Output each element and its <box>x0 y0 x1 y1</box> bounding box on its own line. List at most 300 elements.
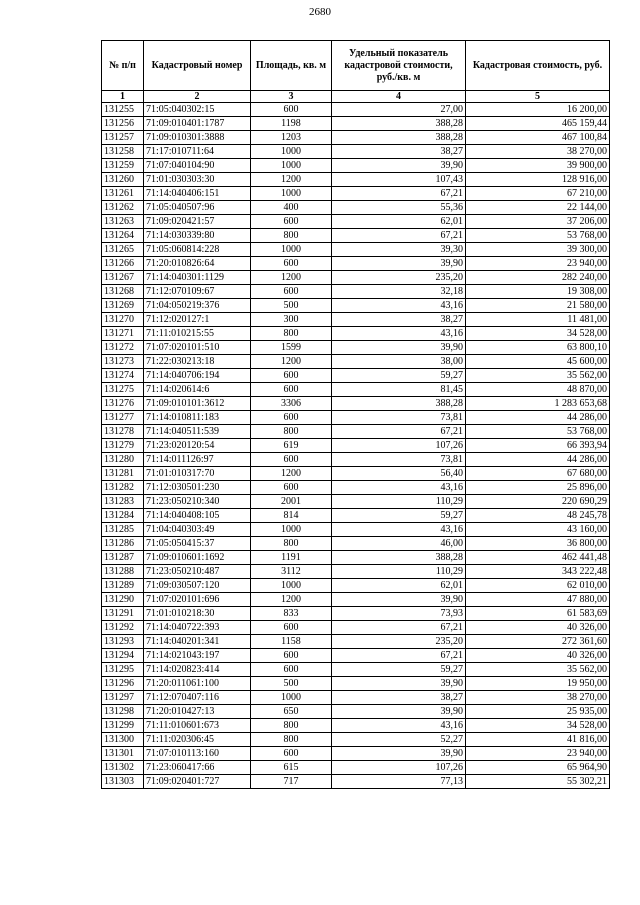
cell-area: 3112 <box>251 565 332 579</box>
cell-area: 800 <box>251 719 332 733</box>
table-row <box>102 509 610 523</box>
cell-cadastral-number: 71:14:040706:194 <box>144 369 251 383</box>
cell-area: 800 <box>251 229 332 243</box>
cell-cadastral-value: 467 100,84 <box>466 131 610 145</box>
cell-area: 1158 <box>251 635 332 649</box>
cell-row-number: 131286 <box>102 537 144 551</box>
header-area: Площадь, кв. м <box>251 41 332 91</box>
cell-cadastral-number: 71:09:010601:1692 <box>144 551 251 565</box>
cell-row-number: 131264 <box>102 229 144 243</box>
cell-row-number: 131279 <box>102 439 144 453</box>
cell-cadastral-value: 282 240,00 <box>466 271 610 285</box>
cell-cadastral-value: 44 286,00 <box>466 411 610 425</box>
cell-area: 619 <box>251 439 332 453</box>
cell-area: 300 <box>251 313 332 327</box>
table-row <box>102 173 610 187</box>
cell-row-number: 131288 <box>102 565 144 579</box>
cell-cadastral-number: 71:07:010113:160 <box>144 747 251 761</box>
cell-area: 800 <box>251 733 332 747</box>
cell-cadastral-value: 61 583,69 <box>466 607 610 621</box>
cell-row-number: 131299 <box>102 719 144 733</box>
table-body <box>102 103 610 789</box>
table-row <box>102 327 610 341</box>
cell-cadastral-number: 71:14:040301:1129 <box>144 271 251 285</box>
cell-unit-rate: 39,90 <box>332 593 466 607</box>
cell-row-number: 131255 <box>102 103 144 117</box>
cell-unit-rate: 107,26 <box>332 761 466 775</box>
cell-area: 600 <box>251 649 332 663</box>
cell-cadastral-value: 25 896,00 <box>466 481 610 495</box>
cell-cadastral-number: 71:09:010301:3888 <box>144 131 251 145</box>
cell-cadastral-number: 71:12:070407:116 <box>144 691 251 705</box>
cell-unit-rate: 39,30 <box>332 243 466 257</box>
cell-row-number: 131269 <box>102 299 144 313</box>
table-row <box>102 411 610 425</box>
cell-area: 1000 <box>251 523 332 537</box>
table-row <box>102 383 610 397</box>
cell-row-number: 131295 <box>102 663 144 677</box>
cell-area: 1200 <box>251 593 332 607</box>
cell-area: 600 <box>251 621 332 635</box>
cell-unit-rate: 62,01 <box>332 215 466 229</box>
cell-row-number: 131287 <box>102 551 144 565</box>
cell-unit-rate: 32,18 <box>332 285 466 299</box>
cell-row-number: 131263 <box>102 215 144 229</box>
cell-row-number: 131276 <box>102 397 144 411</box>
cell-unit-rate: 388,28 <box>332 551 466 565</box>
cell-area: 1200 <box>251 355 332 369</box>
table-row <box>102 159 610 173</box>
cell-cadastral-value: 63 800,10 <box>466 341 610 355</box>
cell-area: 1000 <box>251 691 332 705</box>
table-row <box>102 481 610 495</box>
table-row <box>102 271 610 285</box>
cell-area: 1200 <box>251 173 332 187</box>
cell-unit-rate: 59,27 <box>332 369 466 383</box>
cell-row-number: 131301 <box>102 747 144 761</box>
cell-cadastral-value: 11 481,00 <box>466 313 610 327</box>
cell-cadastral-value: 343 222,48 <box>466 565 610 579</box>
table-row <box>102 565 610 579</box>
cell-unit-rate: 73,81 <box>332 411 466 425</box>
cell-row-number: 131285 <box>102 523 144 537</box>
cell-cadastral-number: 71:14:040722:393 <box>144 621 251 635</box>
cell-cadastral-number: 71:09:020421:57 <box>144 215 251 229</box>
cell-cadastral-number: 71:14:020823:414 <box>144 663 251 677</box>
cell-row-number: 131257 <box>102 131 144 145</box>
cell-row-number: 131282 <box>102 481 144 495</box>
cell-unit-rate: 46,00 <box>332 537 466 551</box>
cell-cadastral-number: 71:07:020101:510 <box>144 341 251 355</box>
cell-area: 1000 <box>251 145 332 159</box>
cell-area: 600 <box>251 411 332 425</box>
header-cadastral-value: Кадастровая стоимость, руб. <box>466 41 610 91</box>
table-row <box>102 103 610 117</box>
cell-unit-rate: 43,16 <box>332 481 466 495</box>
cell-area: 800 <box>251 327 332 341</box>
cell-unit-rate: 38,27 <box>332 145 466 159</box>
cell-cadastral-value: 53 768,00 <box>466 229 610 243</box>
table-row <box>102 439 610 453</box>
cell-cadastral-value: 220 690,29 <box>466 495 610 509</box>
cell-cadastral-value: 48 870,00 <box>466 383 610 397</box>
cell-unit-rate: 67,21 <box>332 187 466 201</box>
cell-row-number: 131273 <box>102 355 144 369</box>
table-row <box>102 607 610 621</box>
cell-cadastral-value: 37 206,00 <box>466 215 610 229</box>
cell-row-number: 131259 <box>102 159 144 173</box>
cell-cadastral-number: 71:01:010317:70 <box>144 467 251 481</box>
cell-unit-rate: 38,27 <box>332 313 466 327</box>
cell-cadastral-value: 43 160,00 <box>466 523 610 537</box>
table-row <box>102 691 610 705</box>
table-row <box>102 257 610 271</box>
cell-unit-rate: 388,28 <box>332 131 466 145</box>
cell-area: 600 <box>251 257 332 271</box>
cell-area: 600 <box>251 663 332 677</box>
cell-area: 1000 <box>251 187 332 201</box>
cell-row-number: 131280 <box>102 453 144 467</box>
cell-cadastral-number: 71:14:010811:183 <box>144 411 251 425</box>
cell-cadastral-number: 71:17:010711:64 <box>144 145 251 159</box>
cell-cadastral-value: 41 816,00 <box>466 733 610 747</box>
cell-cadastral-number: 71:09:020401:727 <box>144 775 251 789</box>
cell-row-number: 131256 <box>102 117 144 131</box>
cell-row-number: 131294 <box>102 649 144 663</box>
cell-cadastral-number: 71:23:050210:340 <box>144 495 251 509</box>
cell-row-number: 131267 <box>102 271 144 285</box>
table-row <box>102 649 610 663</box>
cell-area: 615 <box>251 761 332 775</box>
table-row <box>102 285 610 299</box>
cell-cadastral-number: 71:12:070109:67 <box>144 285 251 299</box>
cell-unit-rate: 39,90 <box>332 257 466 271</box>
cell-cadastral-value: 38 270,00 <box>466 691 610 705</box>
cell-area: 1200 <box>251 271 332 285</box>
table-row <box>102 313 610 327</box>
cell-cadastral-value: 34 528,00 <box>466 327 610 341</box>
cell-cadastral-value: 1 283 653,68 <box>466 397 610 411</box>
cell-unit-rate: 43,16 <box>332 719 466 733</box>
cell-cadastral-value: 462 441,48 <box>466 551 610 565</box>
cell-unit-rate: 67,21 <box>332 229 466 243</box>
cell-row-number: 131297 <box>102 691 144 705</box>
cell-row-number: 131274 <box>102 369 144 383</box>
cell-area: 2001 <box>251 495 332 509</box>
cell-cadastral-number: 71:12:020127:1 <box>144 313 251 327</box>
table-header <box>102 41 610 103</box>
table-row <box>102 229 610 243</box>
cell-cadastral-value: 128 916,00 <box>466 173 610 187</box>
cell-cadastral-value: 65 964,90 <box>466 761 610 775</box>
cell-unit-rate: 43,16 <box>332 299 466 313</box>
table-row <box>102 733 610 747</box>
cell-area: 800 <box>251 425 332 439</box>
cell-cadastral-number: 71:09:010401:1787 <box>144 117 251 131</box>
cell-row-number: 131298 <box>102 705 144 719</box>
cell-area: 1000 <box>251 579 332 593</box>
table-row <box>102 243 610 257</box>
cell-unit-rate: 235,20 <box>332 635 466 649</box>
cell-cadastral-value: 35 562,00 <box>466 663 610 677</box>
cadastral-value-table <box>101 40 610 789</box>
cell-area: 1191 <box>251 551 332 565</box>
cell-cadastral-number: 71:04:050219:376 <box>144 299 251 313</box>
cell-area: 650 <box>251 705 332 719</box>
cell-row-number: 131291 <box>102 607 144 621</box>
cell-row-number: 131303 <box>102 775 144 789</box>
cell-cadastral-value: 45 600,00 <box>466 355 610 369</box>
table-row <box>102 201 610 215</box>
column-number: 5 <box>466 91 610 103</box>
table-row <box>102 593 610 607</box>
table-row <box>102 187 610 201</box>
cell-cadastral-value: 19 950,00 <box>466 677 610 691</box>
cell-unit-rate: 27,00 <box>332 103 466 117</box>
table-row <box>102 145 610 159</box>
cell-unit-rate: 388,28 <box>332 117 466 131</box>
cell-unit-rate: 67,21 <box>332 621 466 635</box>
table-row <box>102 775 610 789</box>
cell-area: 600 <box>251 747 332 761</box>
cell-cadastral-number: 71:12:030501:230 <box>144 481 251 495</box>
cell-cadastral-number: 71:23:050210:487 <box>144 565 251 579</box>
cell-cadastral-value: 48 245,78 <box>466 509 610 523</box>
cell-area: 1198 <box>251 117 332 131</box>
cell-unit-rate: 59,27 <box>332 663 466 677</box>
cell-cadastral-value: 44 286,00 <box>466 453 610 467</box>
cell-area: 1200 <box>251 467 332 481</box>
cell-row-number: 131261 <box>102 187 144 201</box>
cell-unit-rate: 52,27 <box>332 733 466 747</box>
table-row <box>102 621 610 635</box>
cell-cadastral-value: 25 935,00 <box>466 705 610 719</box>
cell-area: 1000 <box>251 159 332 173</box>
cell-cadastral-value: 40 326,00 <box>466 649 610 663</box>
cell-area: 500 <box>251 677 332 691</box>
cell-unit-rate: 107,26 <box>332 439 466 453</box>
header-row-number: № п/п <box>102 41 144 91</box>
cell-unit-rate: 62,01 <box>332 579 466 593</box>
cell-cadastral-number: 71:14:040408:105 <box>144 509 251 523</box>
cell-cadastral-number: 71:20:010826:64 <box>144 257 251 271</box>
cell-area: 600 <box>251 285 332 299</box>
cell-cadastral-number: 71:04:040303:49 <box>144 523 251 537</box>
cell-unit-rate: 77,13 <box>332 775 466 789</box>
cell-unit-rate: 39,90 <box>332 341 466 355</box>
cell-area: 833 <box>251 607 332 621</box>
cell-cadastral-number: 71:23:020120:54 <box>144 439 251 453</box>
table-row <box>102 677 610 691</box>
cell-cadastral-number: 71:07:020101:696 <box>144 593 251 607</box>
cell-unit-rate: 56,40 <box>332 467 466 481</box>
cell-cadastral-number: 71:09:010101:3612 <box>144 397 251 411</box>
cell-unit-rate: 55,36 <box>332 201 466 215</box>
cell-cadastral-value: 39 900,00 <box>466 159 610 173</box>
cell-cadastral-number: 71:11:010215:55 <box>144 327 251 341</box>
cell-area: 1599 <box>251 341 332 355</box>
cell-cadastral-number: 71:14:011126:97 <box>144 453 251 467</box>
cell-cadastral-number: 71:22:030213:18 <box>144 355 251 369</box>
table-row <box>102 537 610 551</box>
table-row <box>102 453 610 467</box>
cell-cadastral-value: 47 880,00 <box>466 593 610 607</box>
cell-cadastral-number: 71:14:040406:151 <box>144 187 251 201</box>
cell-area: 717 <box>251 775 332 789</box>
column-number: 3 <box>251 91 332 103</box>
cell-row-number: 131272 <box>102 341 144 355</box>
cell-row-number: 131296 <box>102 677 144 691</box>
cell-cadastral-value: 53 768,00 <box>466 425 610 439</box>
cell-row-number: 131271 <box>102 327 144 341</box>
cell-cadastral-number: 71:07:040104:90 <box>144 159 251 173</box>
cell-row-number: 131266 <box>102 257 144 271</box>
cell-row-number: 131265 <box>102 243 144 257</box>
cell-cadastral-value: 55 302,21 <box>466 775 610 789</box>
cell-area: 600 <box>251 481 332 495</box>
cell-unit-rate: 38,27 <box>332 691 466 705</box>
cell-area: 1203 <box>251 131 332 145</box>
cell-row-number: 131260 <box>102 173 144 187</box>
cell-row-number: 131300 <box>102 733 144 747</box>
cell-cadastral-value: 465 159,44 <box>466 117 610 131</box>
cell-unit-rate: 43,16 <box>332 327 466 341</box>
cell-unit-rate: 73,93 <box>332 607 466 621</box>
table-row <box>102 551 610 565</box>
cell-unit-rate: 59,27 <box>332 509 466 523</box>
cell-cadastral-number: 71:14:021043:197 <box>144 649 251 663</box>
cell-row-number: 131283 <box>102 495 144 509</box>
cell-unit-rate: 67,21 <box>332 425 466 439</box>
cell-cadastral-number: 71:05:040507:96 <box>144 201 251 215</box>
column-number: 4 <box>332 91 466 103</box>
cell-row-number: 131293 <box>102 635 144 649</box>
cell-cadastral-value: 19 308,00 <box>466 285 610 299</box>
cell-row-number: 131284 <box>102 509 144 523</box>
cell-cadastral-number: 71:14:020614:6 <box>144 383 251 397</box>
table-row <box>102 761 610 775</box>
cell-cadastral-number: 71:01:010218:30 <box>144 607 251 621</box>
table-row <box>102 299 610 313</box>
cell-cadastral-value: 23 940,00 <box>466 747 610 761</box>
cell-cadastral-value: 66 393,94 <box>466 439 610 453</box>
table-row <box>102 369 610 383</box>
table-row <box>102 215 610 229</box>
cell-cadastral-number: 71:11:010601:673 <box>144 719 251 733</box>
header-cadastral-number: Кадастровый номер <box>144 41 251 91</box>
cell-unit-rate: 235,20 <box>332 271 466 285</box>
column-number: 2 <box>144 91 251 103</box>
cell-cadastral-value: 35 562,00 <box>466 369 610 383</box>
cell-unit-rate: 110,29 <box>332 495 466 509</box>
cell-cadastral-value: 22 144,00 <box>466 201 610 215</box>
cell-cadastral-number: 71:14:040511:539 <box>144 425 251 439</box>
cell-cadastral-value: 67 210,00 <box>466 187 610 201</box>
cell-row-number: 131275 <box>102 383 144 397</box>
cell-unit-rate: 39,90 <box>332 677 466 691</box>
cell-unit-rate: 107,43 <box>332 173 466 187</box>
cell-row-number: 131278 <box>102 425 144 439</box>
table-row <box>102 705 610 719</box>
cell-unit-rate: 43,16 <box>332 523 466 537</box>
cell-cadastral-value: 40 326,00 <box>466 621 610 635</box>
cell-cadastral-number: 71:14:040201:341 <box>144 635 251 649</box>
cell-row-number: 131289 <box>102 579 144 593</box>
cell-unit-rate: 110,29 <box>332 565 466 579</box>
cell-cadastral-value: 39 300,00 <box>466 243 610 257</box>
cell-cadastral-number: 71:09:030507:120 <box>144 579 251 593</box>
cell-cadastral-value: 16 200,00 <box>466 103 610 117</box>
cell-row-number: 131302 <box>102 761 144 775</box>
cell-cadastral-value: 38 270,00 <box>466 145 610 159</box>
cell-area: 600 <box>251 453 332 467</box>
table-row <box>102 467 610 481</box>
cell-area: 814 <box>251 509 332 523</box>
cell-area: 600 <box>251 103 332 117</box>
column-number: 1 <box>102 91 144 103</box>
cell-row-number: 131281 <box>102 467 144 481</box>
cell-unit-rate: 73,81 <box>332 453 466 467</box>
table-row <box>102 747 610 761</box>
cell-cadastral-number: 71:11:020306:45 <box>144 733 251 747</box>
cell-cadastral-value: 34 528,00 <box>466 719 610 733</box>
header-unit-rate: Удельный показатель кадастровой стоимости, руб./кв. м <box>332 41 466 91</box>
table-row <box>102 719 610 733</box>
cell-area: 600 <box>251 215 332 229</box>
cell-cadastral-number: 71:20:010427:13 <box>144 705 251 719</box>
table-row <box>102 523 610 537</box>
cell-row-number: 131258 <box>102 145 144 159</box>
table-row <box>102 663 610 677</box>
cell-unit-rate: 67,21 <box>332 649 466 663</box>
table-row <box>102 117 610 131</box>
cell-cadastral-number: 71:14:030339:80 <box>144 229 251 243</box>
table-row <box>102 495 610 509</box>
cell-row-number: 131290 <box>102 593 144 607</box>
cell-unit-rate: 39,90 <box>332 159 466 173</box>
cell-row-number: 131277 <box>102 411 144 425</box>
cell-cadastral-number: 71:05:060814:228 <box>144 243 251 257</box>
cell-area: 3306 <box>251 397 332 411</box>
cell-cadastral-value: 272 361,60 <box>466 635 610 649</box>
cell-area: 600 <box>251 383 332 397</box>
cell-cadastral-number: 71:05:050415:37 <box>144 537 251 551</box>
cell-row-number: 131292 <box>102 621 144 635</box>
cell-cadastral-value: 67 680,00 <box>466 467 610 481</box>
cell-cadastral-number: 71:01:030303:30 <box>144 173 251 187</box>
cell-cadastral-value: 36 800,00 <box>466 537 610 551</box>
table-row <box>102 397 610 411</box>
cell-unit-rate: 388,28 <box>332 397 466 411</box>
cell-row-number: 131268 <box>102 285 144 299</box>
cell-unit-rate: 81,45 <box>332 383 466 397</box>
cell-area: 400 <box>251 201 332 215</box>
cell-cadastral-value: 23 940,00 <box>466 257 610 271</box>
cell-unit-rate: 39,90 <box>332 747 466 761</box>
cell-unit-rate: 39,90 <box>332 705 466 719</box>
cell-row-number: 131270 <box>102 313 144 327</box>
cell-row-number: 131262 <box>102 201 144 215</box>
cell-cadastral-number: 71:05:040302:15 <box>144 103 251 117</box>
cell-cadastral-value: 21 580,00 <box>466 299 610 313</box>
cell-cadastral-number: 71:23:060417:66 <box>144 761 251 775</box>
cell-area: 1000 <box>251 243 332 257</box>
cell-unit-rate: 38,00 <box>332 355 466 369</box>
cell-cadastral-value: 62 010,00 <box>466 579 610 593</box>
page-number: 2680 <box>309 6 331 18</box>
table-row <box>102 579 610 593</box>
table-row <box>102 425 610 439</box>
